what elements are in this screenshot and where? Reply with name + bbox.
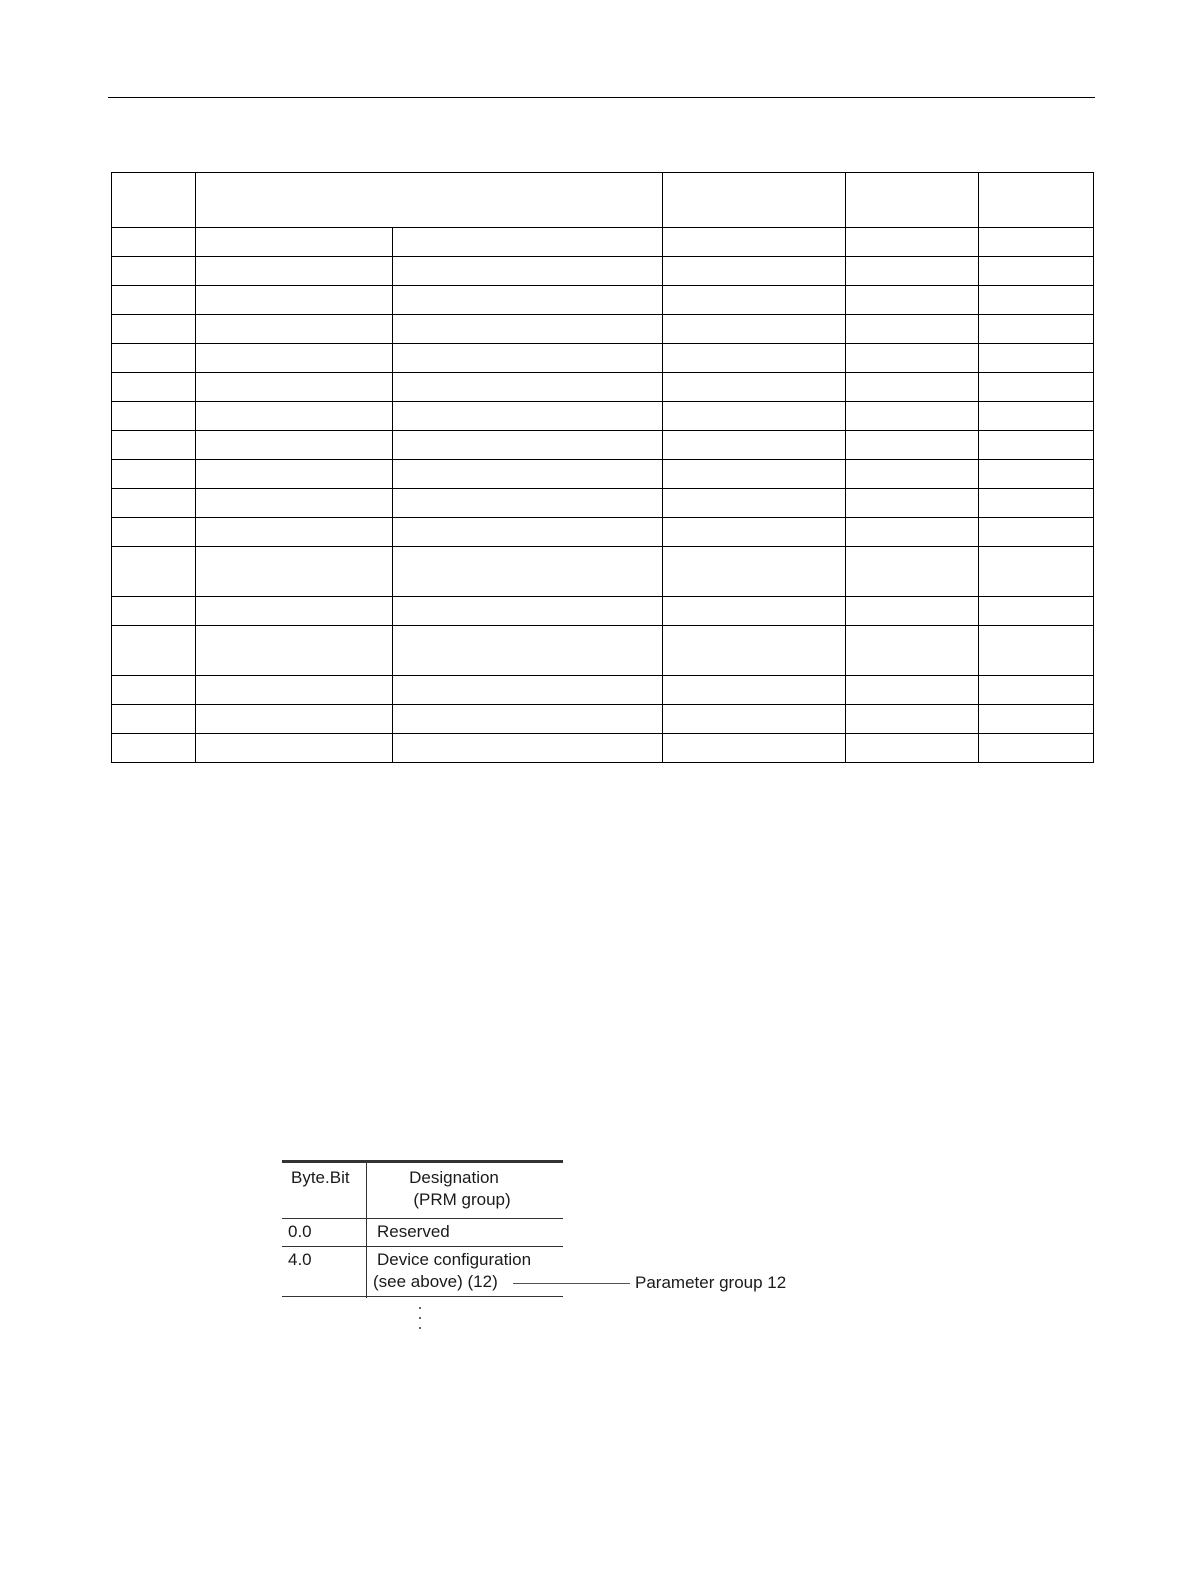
table-cell	[112, 626, 196, 676]
header-cell	[979, 173, 1094, 228]
table-cell	[112, 257, 196, 286]
table-cell	[979, 257, 1094, 286]
table-cell	[112, 705, 196, 734]
table-cell	[846, 431, 979, 460]
figure-top-rule	[282, 1160, 563, 1163]
table-cell	[196, 228, 393, 257]
table-cell	[979, 402, 1094, 431]
table-cell	[196, 626, 393, 676]
header-cell	[112, 173, 196, 228]
table-row	[112, 286, 1094, 315]
table-cell	[196, 676, 393, 705]
table-row	[112, 518, 1094, 547]
table-cell	[663, 373, 846, 402]
table-cell	[393, 547, 663, 597]
callout-label: Parameter group 12	[635, 1273, 787, 1292]
table-cell	[196, 734, 393, 763]
table-row	[112, 547, 1094, 597]
table-cell	[846, 547, 979, 597]
table-cell	[846, 705, 979, 734]
table-cell	[846, 460, 979, 489]
table-cell	[663, 315, 846, 344]
table-cell	[846, 286, 979, 315]
figure-header-rule	[282, 1218, 563, 1219]
table-row	[112, 489, 1094, 518]
table-cell	[393, 518, 663, 547]
table-cell	[663, 286, 846, 315]
table-cell	[112, 489, 196, 518]
table-cell	[393, 460, 663, 489]
prm-group-figure	[282, 1160, 802, 1340]
callout-leader-line	[513, 1283, 630, 1284]
table-cell	[112, 518, 196, 547]
table-cell	[112, 597, 196, 626]
table-cell	[979, 228, 1094, 257]
table-cell	[393, 431, 663, 460]
dot	[419, 1327, 421, 1329]
table-cell	[979, 547, 1094, 597]
table-cell	[663, 257, 846, 286]
table-cell	[112, 734, 196, 763]
table-cell	[663, 402, 846, 431]
table-row	[112, 460, 1094, 489]
header-cell	[196, 173, 663, 228]
table-cell	[112, 228, 196, 257]
header-cell	[663, 173, 846, 228]
table-row	[112, 734, 1094, 763]
table-cell	[979, 373, 1094, 402]
figure-bottom-rule	[282, 1296, 563, 1297]
page-header-rule	[108, 97, 1095, 98]
table-cell	[846, 518, 979, 547]
table-row	[112, 597, 1094, 626]
table-cell	[979, 518, 1094, 547]
row-0-designation: Reserved	[377, 1222, 450, 1241]
table-cell	[846, 315, 979, 344]
table-cell	[663, 228, 846, 257]
table-cell	[196, 489, 393, 518]
dot	[419, 1307, 421, 1309]
table-cell	[393, 257, 663, 286]
table-cell	[979, 676, 1094, 705]
table-cell	[393, 626, 663, 676]
table-cell	[196, 547, 393, 597]
table-cell	[979, 344, 1094, 373]
figure-row-rule	[282, 1246, 563, 1247]
table-cell	[393, 315, 663, 344]
table-cell	[979, 431, 1094, 460]
table-cell	[196, 373, 393, 402]
table-cell	[663, 344, 846, 373]
table-row	[112, 626, 1094, 676]
table-cell	[663, 518, 846, 547]
table-cell	[663, 431, 846, 460]
table-cell	[663, 489, 846, 518]
table-cell	[663, 547, 846, 597]
table-cell	[393, 734, 663, 763]
table-cell	[663, 705, 846, 734]
table-cell	[196, 257, 393, 286]
table-row	[112, 257, 1094, 286]
table-row	[112, 228, 1094, 257]
table-cell	[979, 705, 1094, 734]
table-cell	[846, 734, 979, 763]
table-cell	[846, 676, 979, 705]
table-cell	[196, 518, 393, 547]
table-cell	[663, 597, 846, 626]
table-header-row	[112, 173, 1094, 228]
header-cell	[846, 173, 979, 228]
table-cell	[196, 431, 393, 460]
table-cell	[196, 344, 393, 373]
table-cell	[393, 676, 663, 705]
table-cell	[846, 228, 979, 257]
table-cell	[112, 547, 196, 597]
row-0-byte-bit: 0.0	[288, 1222, 312, 1241]
table-cell	[979, 597, 1094, 626]
table-cell	[393, 373, 663, 402]
table-row	[112, 705, 1094, 734]
dot	[419, 1317, 421, 1319]
table-cell	[393, 286, 663, 315]
table-cell	[393, 228, 663, 257]
table-cell	[846, 626, 979, 676]
table-row	[112, 431, 1094, 460]
row-1-designation-ref: (see above) (12)	[373, 1272, 498, 1291]
table-cell	[846, 257, 979, 286]
table-row	[112, 373, 1094, 402]
table-cell	[196, 402, 393, 431]
table-cell	[112, 402, 196, 431]
table-cell	[846, 373, 979, 402]
table-cell	[846, 597, 979, 626]
table-row	[112, 676, 1094, 705]
table-cell	[196, 286, 393, 315]
table-cell	[663, 676, 846, 705]
table-cell	[846, 344, 979, 373]
table-row	[112, 402, 1094, 431]
table-cell	[112, 344, 196, 373]
table-cell	[979, 315, 1094, 344]
table-cell	[979, 286, 1094, 315]
row-1-designation: Device configuration	[377, 1250, 532, 1269]
table-cell	[393, 344, 663, 373]
table-cell	[196, 705, 393, 734]
table-cell	[196, 460, 393, 489]
table-cell	[393, 705, 663, 734]
table-cell	[979, 489, 1094, 518]
table-cell	[196, 315, 393, 344]
continuation-dots	[419, 1305, 423, 1333]
table-cell	[846, 402, 979, 431]
col-header-prm-group: (PRM group)	[413, 1190, 511, 1209]
table-cell	[979, 734, 1094, 763]
figure-column-divider	[366, 1162, 367, 1298]
table-cell	[846, 489, 979, 518]
table-cell	[112, 286, 196, 315]
table-cell	[196, 597, 393, 626]
table-cell	[979, 460, 1094, 489]
table-cell	[393, 402, 663, 431]
parameter-grid-table	[111, 172, 1094, 763]
table-row	[112, 344, 1094, 373]
table-cell	[393, 489, 663, 518]
table-cell	[112, 676, 196, 705]
table-row	[112, 315, 1094, 344]
table-cell	[112, 373, 196, 402]
table-cell	[393, 597, 663, 626]
table-cell	[663, 734, 846, 763]
table-cell	[979, 626, 1094, 676]
col-header-designation: Designation	[409, 1168, 499, 1187]
row-1-byte-bit: 4.0	[288, 1250, 312, 1269]
table-cell	[663, 626, 846, 676]
col-header-byte-bit: Byte.Bit	[291, 1168, 350, 1187]
table-cell	[663, 460, 846, 489]
table-cell	[112, 431, 196, 460]
table-cell	[112, 315, 196, 344]
table-cell	[112, 460, 196, 489]
